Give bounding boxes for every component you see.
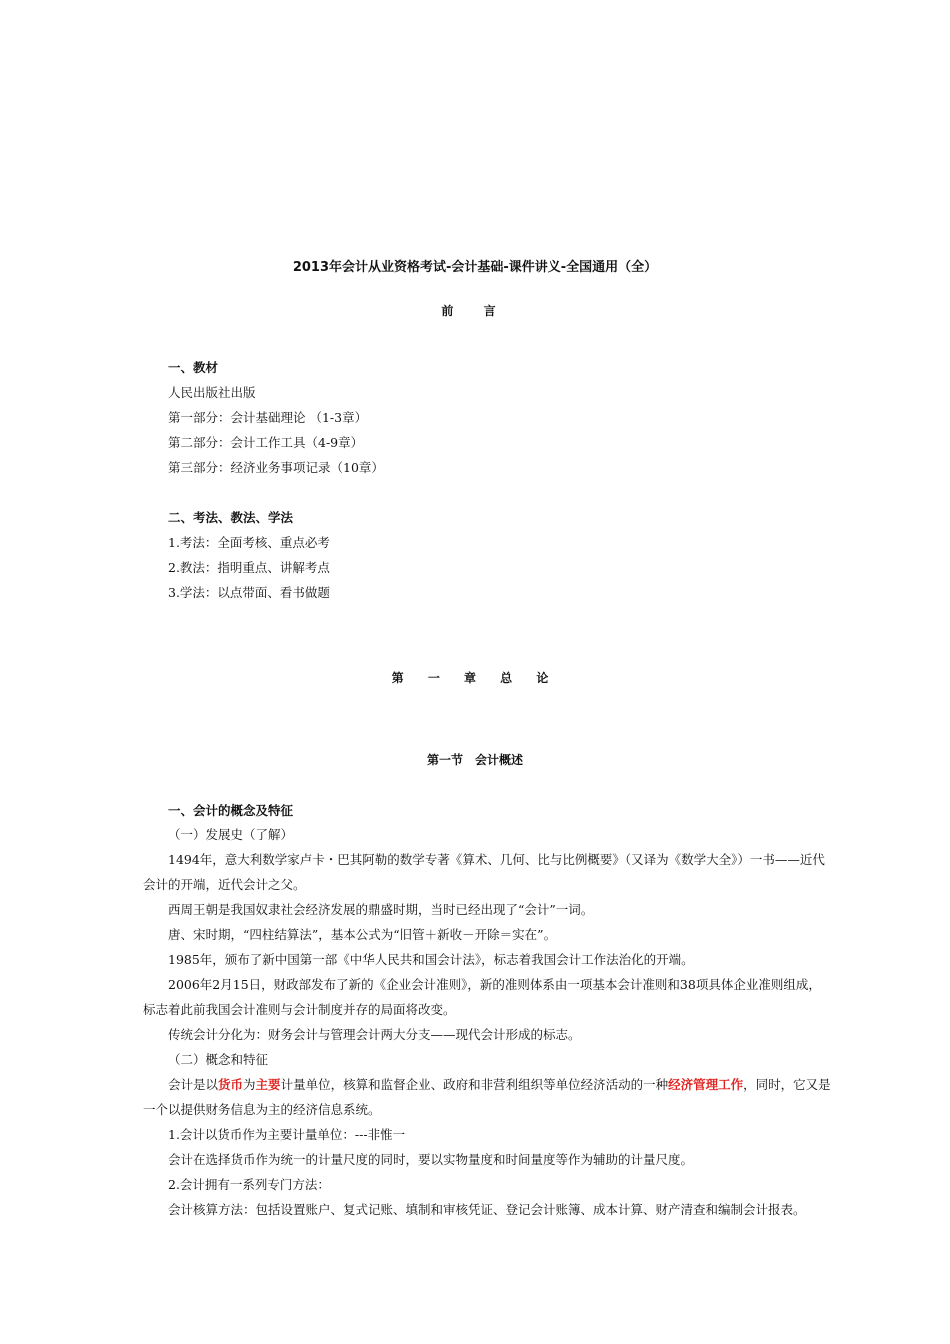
preface-heading: 前 言 (441, 304, 509, 318)
chapter-heading: 第 一 章 总 论 (391, 671, 559, 685)
highlight-text: 经济管理工作 (668, 1077, 744, 1092)
materials-line: 人民出版社出版 (168, 385, 256, 400)
materials-line: 第一部分：会计基础理论 （1-3章） (168, 410, 368, 425)
paragraph-line: 唐、宋时期，“四柱结算法”，基本公式为“旧管＋新收－开除＝实在”。 (168, 927, 557, 942)
item-heading: 2.会计拥有一系列专门方法： (168, 1177, 330, 1192)
materials-line: 第三部分：经济业务事项记录（10章） (168, 460, 384, 475)
item-description: 会计核算方法：包括设置账户、复式记账、填制和审核凭证、登记会计账簿、成本计算、财产清查和编制会计报表。 (168, 1202, 806, 1217)
definition-line-2: 一个以提供财务信息为主的经济信息系统。 (143, 1102, 381, 1117)
methods-line: 3.学法：以点带面、看书做题 (168, 585, 330, 600)
paragraph-line: 标志着此前我国会计准则与会计制度并存的局面将改变。 (143, 1002, 456, 1017)
definition-text: ，同时，它又是 (743, 1077, 831, 1092)
definition-text: 计量单位，核算和监督企业、政府和非营利组织等单位经济活动的一种 (280, 1077, 669, 1092)
methods-line: 1.考法：全面考核、重点必考 (168, 535, 330, 550)
document-title: 2013年会计从业资格考试-会计基础-课件讲义-全国通用（全） (292, 260, 658, 275)
definition-line (168, 1075, 831, 1093)
highlight-text: 主要 (255, 1077, 281, 1092)
history-heading: （一）发展史（了解） (168, 827, 294, 842)
item-description: 会计在选择货币作为统一的计量尺度的同时，要以实物量度和时间量度等作为辅助的计量尺度。 (168, 1152, 694, 1167)
item-heading: 1.会计以货币作为主要计量单位：---非惟一 (168, 1127, 406, 1142)
definition-text: 会计是以 (168, 1077, 219, 1092)
paragraph-line: 西周王朝是我国奴隶社会经济发展的鼎盛时期，当时已经出现了“会计”一词。 (168, 902, 594, 917)
paragraph-line: 1494年，意大利数学家卢卡・巴其阿勒的数学专著《算术、几何、比与比例概要》（又译为《数学大全》）一书——近代 (168, 852, 825, 867)
concept-heading: 一、会计的概念及特征 (168, 803, 294, 818)
materials-heading: 一、教材 (168, 360, 219, 375)
concept-subheading: （二）概念和特征 (168, 1052, 269, 1067)
paragraph-line: 2006年2月15日，财政部发布了新的《企业会计准则》，新的准则体系由一项基本会计准则和38项具体企业准则组成， (168, 977, 821, 992)
paragraph-line: 会计的开端，近代会计之父。 (143, 877, 306, 892)
methods-heading: 二、考法、教法、学法 (168, 510, 294, 525)
paragraph-line: 1985年，颁布了新中国第一部《中华人民共和国会计法》，标志着我国会计工作法治化的开端。 (168, 952, 694, 967)
highlight-text: 货币 (218, 1077, 244, 1092)
methods-line: 2.教法：指明重点、讲解考点 (168, 560, 330, 575)
section-heading: 第一节 会计概述 (426, 753, 523, 767)
paragraph-line: 传统会计分化为：财务会计与管理会计两大分支——现代会计形成的标志。 (168, 1027, 581, 1042)
materials-line: 第二部分：会计工作工具（4-9章） (168, 435, 364, 450)
definition-text: 为 (243, 1077, 256, 1092)
